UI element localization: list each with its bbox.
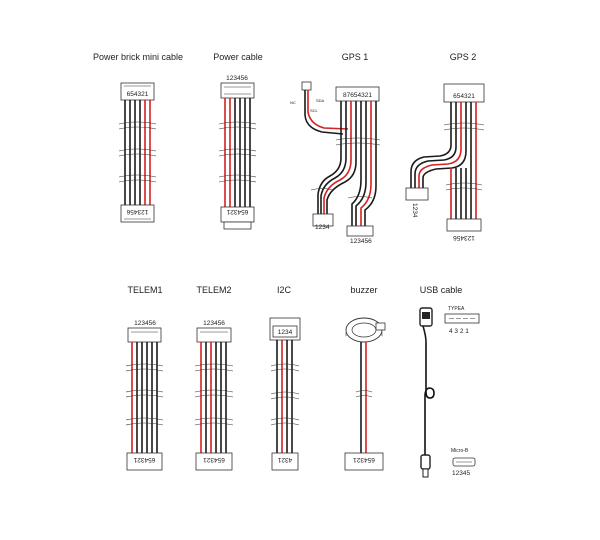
power-brick-mini-cable — [93, 52, 183, 222]
usb-cable — [420, 285, 479, 477]
gps2-cable — [406, 52, 484, 241]
heat-shrink — [271, 364, 299, 371]
heat-shrink — [311, 189, 333, 191]
buzzer-title: buzzer — [350, 285, 378, 295]
wire-bundle — [125, 100, 150, 205]
buzzer-cable — [345, 285, 385, 470]
power-cable — [213, 52, 263, 229]
i2c-cable — [270, 285, 300, 470]
heat-shrink — [336, 138, 380, 145]
microb-label: Micro-B — [451, 448, 469, 454]
wire-bundle — [318, 101, 376, 226]
wire-bundle — [411, 102, 476, 219]
telem2-title: TELEM2 — [196, 285, 232, 295]
i2c-title: I2C — [276, 285, 292, 295]
connector-bottom — [447, 219, 481, 231]
usb-microb-plug — [421, 455, 430, 469]
connector-left — [406, 188, 428, 200]
heat-shrink — [356, 391, 372, 398]
pin-numbers-left: 1234 — [411, 203, 418, 218]
gps2-title: GPS 2 — [449, 52, 477, 62]
gps1-title: GPS 1 — [341, 52, 369, 62]
telem2-cable — [195, 285, 233, 470]
pin-numbers-bottom: 654321 — [203, 456, 225, 463]
wire-bundle — [361, 342, 366, 453]
pin-numbers-top: 654321 — [126, 91, 149, 98]
pin-numbers-bottom: 654321 — [353, 456, 375, 463]
gps1-cable — [290, 52, 380, 245]
connector-top — [221, 83, 254, 98]
usb-cable-wire — [425, 342, 434, 455]
pin-numbers-bottom: 654321 — [133, 456, 156, 463]
usb-microb-tip — [423, 469, 428, 477]
pin-numbers-top: 654321 — [453, 93, 475, 100]
connector-bottom — [347, 226, 373, 236]
pin-numbers-bottom: 123456 — [350, 238, 372, 245]
usb-symbol-icon — [422, 312, 430, 319]
pin-numbers-top: 87654321 — [343, 92, 372, 99]
power-brick-mini-cable-title: Power brick mini cable — [92, 52, 184, 62]
pin-numbers-left: 1234 — [315, 224, 330, 231]
typea-label: TYPEA — [448, 306, 465, 312]
pin-numbers-top: 123456 — [134, 320, 156, 327]
telem1-title: TELEM1 — [127, 285, 163, 295]
pin-numbers-bottom: 654321 — [226, 208, 249, 215]
pin-numbers-bottom: 123456 — [126, 208, 149, 215]
pin-numbers-top: 123456 — [226, 75, 248, 82]
wire-bundle — [225, 98, 250, 207]
typea-pins: 4 3 2 1 — [449, 328, 469, 335]
pin-numbers-top: 123456 — [203, 320, 225, 327]
side-label-nc: NC — [290, 100, 296, 105]
connector-latch — [224, 222, 251, 229]
wire-bundle — [132, 342, 157, 453]
heat-shrink — [444, 123, 484, 130]
pin-numbers-bottom: 4321 — [277, 456, 293, 463]
connector-top — [197, 328, 231, 342]
microb-pins: 12345 — [452, 470, 471, 477]
wire-bundle — [201, 342, 226, 453]
power-cable-title: Power cable — [213, 52, 263, 62]
pin-numbers-bottom: 123456 — [453, 234, 475, 241]
wire-bundle — [277, 340, 292, 453]
side-connector — [302, 82, 311, 90]
side-label-sda: SDA — [316, 98, 325, 103]
side-label-scl: SCL — [310, 108, 318, 113]
buzzer-tab — [376, 323, 385, 330]
telem1-cable — [126, 285, 163, 470]
usb-cable-title: USB cable — [419, 285, 463, 295]
connector-top — [128, 328, 161, 342]
buzzer-face — [352, 323, 376, 337]
pin-numbers-top: 1234 — [277, 329, 293, 336]
heat-shrink — [271, 392, 299, 399]
heat-shrink — [271, 418, 299, 425]
